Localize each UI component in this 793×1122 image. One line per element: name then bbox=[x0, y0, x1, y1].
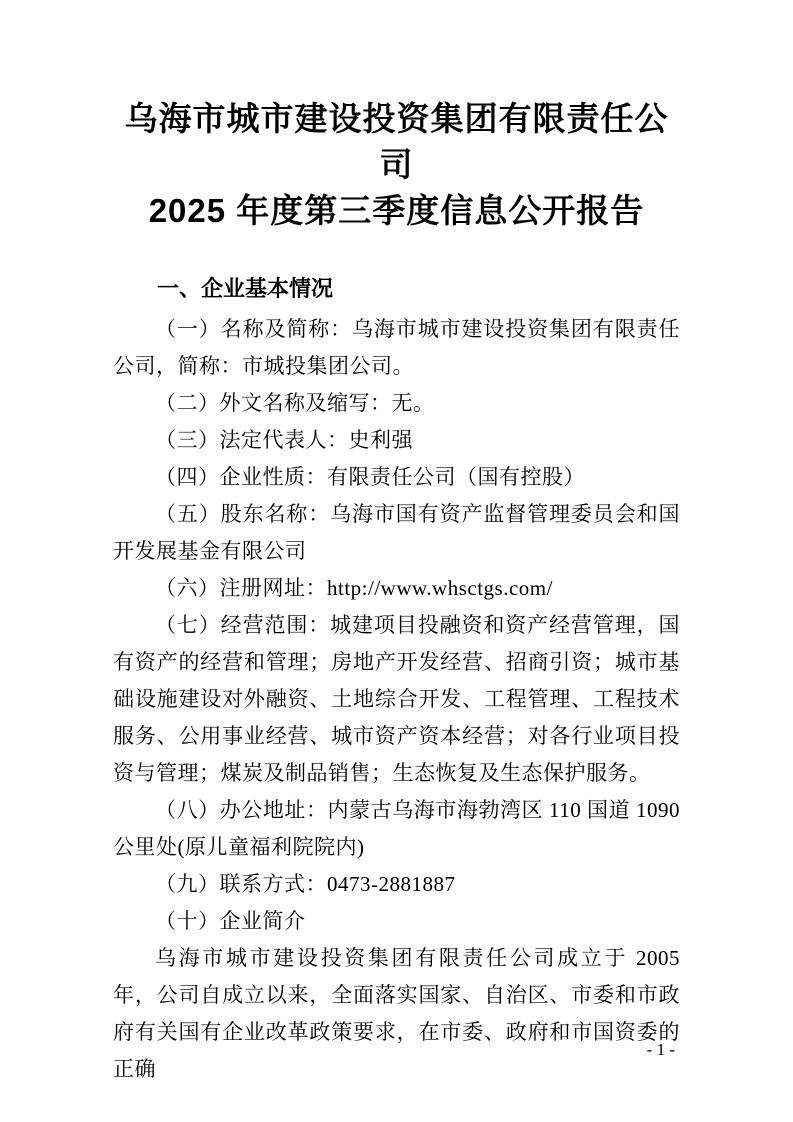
body-paragraph: （九）联系方式：0473-2881887 bbox=[155, 872, 456, 896]
body-paragraph: （一）名称及简称：乌海市城市建设投资集团有限责任公司，简称：市城投集团公司。 bbox=[113, 317, 680, 378]
body-paragraph: （二）外文名称及缩写：无。 bbox=[155, 391, 435, 415]
body-paragraph: 乌海市城市建设投资集团有限责任公司成立于 2005 年，公司自成立以来，全面落实国家、自治区、市委和市政府有关国有企业改革政策要求，在市委、政府和市国资委的正确 bbox=[113, 946, 680, 1081]
body-paragraph: （四）企业性质：有限责任公司（国有控股） bbox=[155, 465, 585, 489]
document-content bbox=[113, 96, 680, 1088]
document-title-line-2: 2025 年度第三季度信息公开报告 bbox=[148, 192, 645, 229]
document-title bbox=[113, 96, 680, 234]
body-paragraph: （五）股东名称：乌海市国有资产监督管理委员会和国开发展基金有限公司 bbox=[113, 502, 680, 563]
body-paragraph: （十）企业简介 bbox=[155, 909, 306, 933]
title-spacer bbox=[113, 234, 680, 270]
body-paragraph: （六）注册网址：http://www.whsctgs.com/ bbox=[155, 576, 553, 600]
section-heading: 一、企业基本情况 bbox=[157, 276, 334, 301]
document-title-line-1: 乌海市城市建设投资集团有限责任公司 bbox=[124, 100, 669, 183]
body-paragraph: （七）经营范围：城建项目投融资和资产经营管理，国有资产的经营和管理；房地产开发经营、招商引资；城市基础设施建设对外融资、土地综合开发、工程管理、工程技术服务、公用事业经营、城市资产资本经营；对各行业项目投资与管理；煤炭及制品销售；生态恢复及生态保护服务。 bbox=[113, 613, 680, 785]
body-paragraph: （三）法定代表人：史利强 bbox=[155, 428, 413, 452]
page-number: - 1 - bbox=[646, 1040, 675, 1059]
body-paragraphs bbox=[113, 311, 680, 1088]
body-paragraph: （八）办公地址：内蒙古乌海市海勃湾区 110 国道 1090 公里处(原儿童福利院院内) bbox=[113, 798, 680, 859]
